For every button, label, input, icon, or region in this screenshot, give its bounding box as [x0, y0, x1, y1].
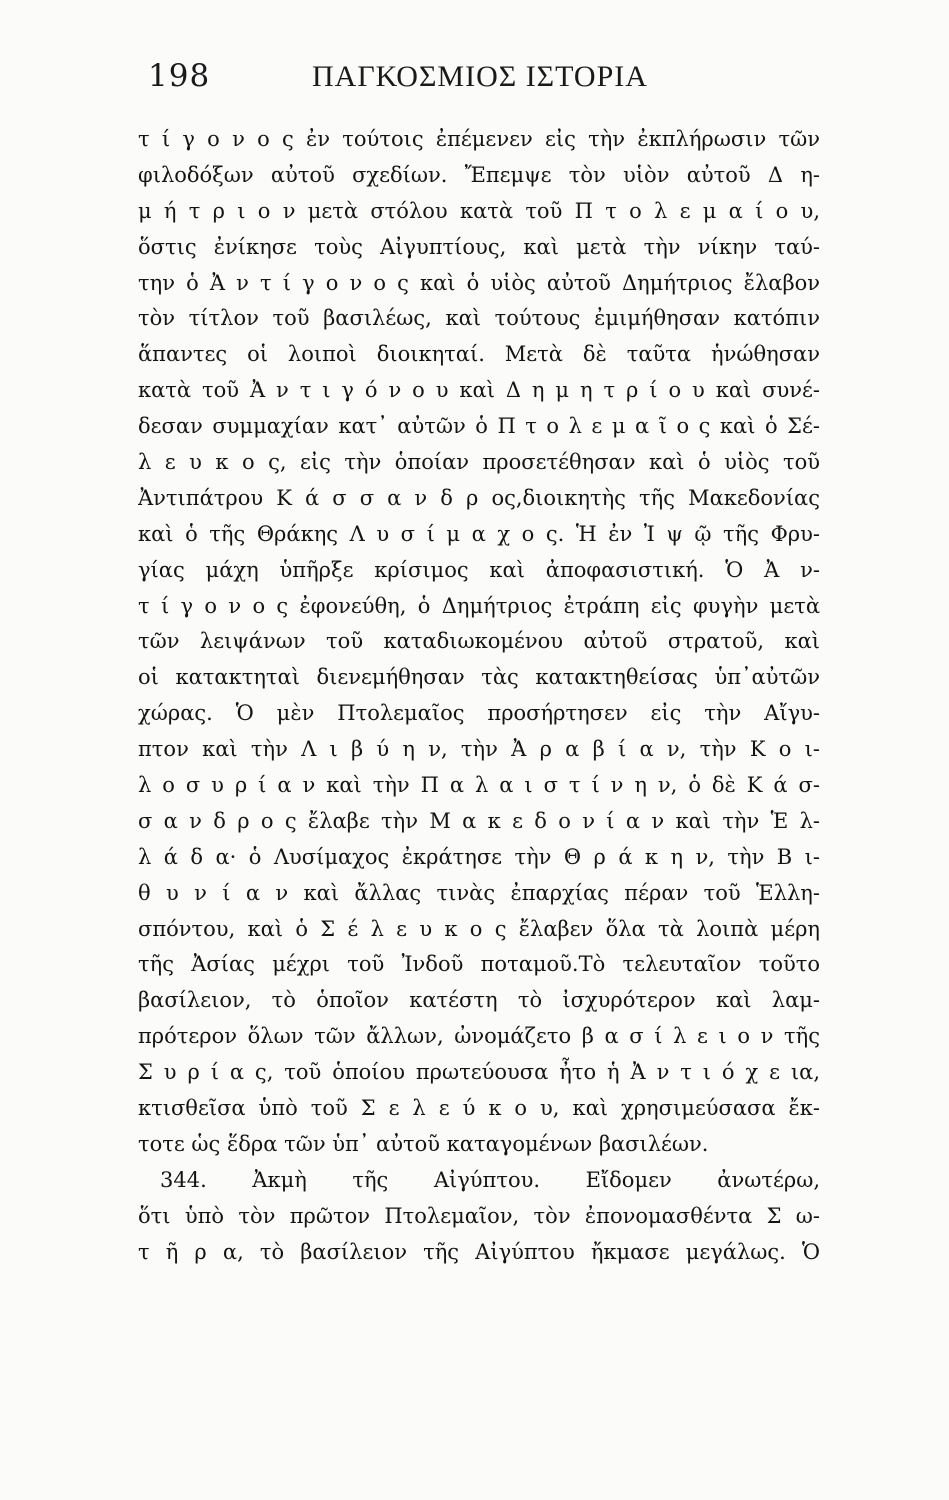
page-number: 198 [148, 58, 211, 94]
text-line: δεσαν συμμαχίαν κατ᾽ αὐτῶν ὁ Π τ ο λ ε μ α ῖ ο ς καὶ ὁ Σέ- [138, 414, 820, 439]
text-line: μ ή τ ρ ι ο ν μετὰ στόλου κατὰ τοῦ Π τ ο λ ε μ α ί ο υ, [138, 198, 820, 223]
page-header [142, 58, 822, 98]
text-line: τῶν λειψάνων τοῦ καταδιωκομένου αὐτοῦ στρατοῦ, καὶ [138, 629, 820, 654]
text-line: Ἀντιπάτρου Κ ά σ σ α ν δ ρ ος,διοικητὴς τῆς Μακεδονίας [138, 485, 820, 510]
text-line: χώρας. Ὁ μὲν Πτολεμαῖος προσήρτησεν εἰς τὴν Αἴγυ- [138, 701, 820, 726]
text-line: λ ο σ υ ρ ί α ν καὶ τὴν Π α λ α ι σ τ ί ν η ν, ὁ δὲ Κ ά σ- [138, 773, 820, 798]
text-line: βασίλειον, τὸ ὁποῖον κατέστη τὸ ἰσχυρότερον καὶ λαμ- [138, 988, 820, 1013]
text-line: ὅτι ὑπὸ τὸν πρῶτον Πτολεμαῖον, τὸν ἐπονομασθέντα Σ ω- [138, 1203, 820, 1228]
text-line: θ υ ν ί α ν καὶ ἄλλας τινὰς ἐπαρχίας πέραν τοῦ Ἑλλη- [138, 880, 820, 905]
text-line: τ ί γ ο ν ο ς ἐφονεύθη, ὁ Δημήτριος ἐτράπη εἰς φυγὴν μετὰ [138, 593, 820, 618]
text-line: ἅπαντες οἱ λοιποὶ διοικηταί. Μετὰ δὲ ταῦτα ἡνώθησαν [138, 342, 820, 367]
text-line: γίας μάχη ὑπῆρξε κρίσιμος καὶ ἀποφασιστική. Ὁ Ἀ ν- [138, 557, 820, 582]
section-heading-line: 344. Ἀκμὴ τῆς Αἰγύπτου. Εἴδομεν ἀνωτέρω, [160, 1167, 820, 1192]
paragraph-344 [138, 1163, 820, 1271]
text-line: τ ῆ ρ α, τὸ βασίλειον τῆς Αἰγύπτου ἤκμασε μεγάλως. Ὁ [138, 1239, 820, 1264]
text-line: πρότερον ὅλων τῶν ἄλλων, ὠνομάζετο β α σ ί λ ε ι ο ν τῆς [138, 1024, 820, 1049]
text-line: σ α ν δ ρ ο ς ἔλαβε τὴν Μ α κ ε δ ο ν ί α ν καὶ τὴν Ἑ λ- [138, 808, 820, 833]
text-line: φιλοδόξων αὐτοῦ σχεδίων. Ἔπεμψε τὸν υἱὸν αὐτοῦ Δ η- [138, 162, 820, 187]
text-line: λ ε υ κ ο ς, εἰς τὴν ὁποίαν προσετέθησαν καὶ ὁ υἱὸς τοῦ [138, 450, 820, 475]
text-line: οἱ κατακτηταὶ διενεμήθησαν τὰς κατακτηθείσας ὑπ᾽αὐτῶν [138, 665, 820, 690]
body-text [138, 122, 820, 1271]
text-line: λ ά δ α· ὁ Λυσίμαχος ἐκράτησε τὴν Θ ρ ά κ η ν, τὴν Β ι- [138, 844, 820, 869]
paragraph-continued [138, 122, 820, 1163]
text-line: ὅστις ἐνίκησε τοὺς Αἰγυπτίους, καὶ μετὰ τὴν νίκην ταύ- [138, 234, 820, 259]
text-line: πτον καὶ τὴν Λ ι β ύ η ν, τὴν Ἀ ρ α β ί α ν, τὴν Κ ο ι- [138, 737, 820, 762]
running-title: ΠΑΓΚΟΣΜΙΟΣ ΙΣΤΟΡΙΑ [312, 60, 648, 93]
text-line: την ὁ Ἀ ν τ ί γ ο ν ο ς καὶ ὁ υἱὸς αὐτοῦ Δημήτριος ἔλαβον [138, 270, 820, 295]
text-line: κτισθεῖσα ὑπὸ τοῦ Σ ε λ ε ύ κ ο υ, καὶ χρησιμεύσασα ἔκ- [138, 1096, 820, 1121]
text-line: Σ υ ρ ί α ς, τοῦ ὁποίου πρωτεύουσα ἦτο ἡ Ἀ ν τ ι ό χ ε ια, [138, 1060, 820, 1085]
text-line: σπόντου, καὶ ὁ Σ έ λ ε υ κ ο ς ἔλαβεν ὅλα τὰ λοιπὰ μέρη [138, 916, 820, 941]
text-line: κατὰ τοῦ Ἀ ν τ ι γ ό ν ο υ καὶ Δ η μ η τ ρ ί ο υ καὶ συνέ- [138, 378, 820, 403]
text-line: τὸν τίτλον τοῦ βασιλέως, καὶ τούτους ἐμιμήθησαν κατόπιν [138, 306, 820, 331]
text-line: τῆς Ἀσίας μέχρι τοῦ Ἰνδοῦ ποταμοῦ.Τὸ τελευταῖον τοῦτο [138, 952, 820, 977]
text-line: καὶ ὁ τῆς Θράκης Λ υ σ ί μ α χ ο ς. Ἡ ἐν Ἰ ψ ῷ τῆς Φρυ- [138, 521, 820, 546]
text-line: τοτε ὡς ἕδρα τῶν ὑπ᾽ αὐτοῦ καταγομένων βασιλέων. [138, 1131, 709, 1156]
text-line: τ ί γ ο ν ο ς ἐν τούτοις ἐπέμενεν εἰς τὴν ἐκπλήρωσιν τῶν [138, 127, 820, 151]
